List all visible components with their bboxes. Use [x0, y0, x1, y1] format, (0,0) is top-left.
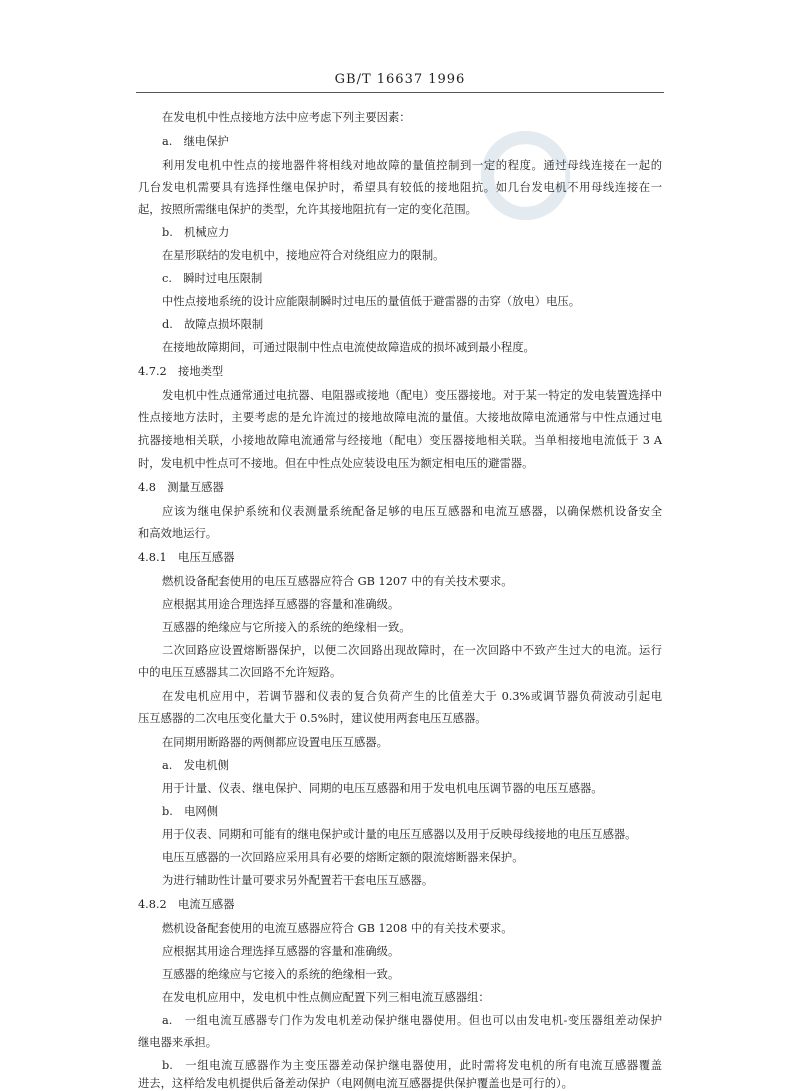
- text-line: 用于仪表、同期和可能有的继电保护或计量的电压互感器以及用于反映母线接地的电压互感器。: [162, 828, 637, 841]
- text-line: 发电机中性点通常通过电抗器、电阻器或接地（配电）变压器接地。对于某一特定的发电装置选择中: [162, 389, 662, 402]
- text-line: 中的电压互感器其二次回路不允许短路。: [138, 666, 342, 679]
- text-line: 用于计量、仪表、继电保护、同期的电压互感器和用于发电机电压调节器的电压互感器。: [162, 782, 603, 795]
- item-heading: b. 电网侧: [162, 805, 219, 818]
- text-line: a. 一组电流互感器专门作为发电机差动保护继电器使用。但也可以由发电机-变压器组差动保护: [162, 1014, 662, 1027]
- section-heading: 4.7.2 接地类型: [138, 365, 224, 378]
- text-line: 燃机设备配套使用的电压互感器应符合 GB 1207 中的有关技术要求。: [162, 575, 513, 588]
- header-rule: [136, 92, 664, 93]
- text-line: 和高效地运行。: [138, 527, 218, 540]
- text-line: 压互感器的二次电压变化量大于 0.5%时，建议使用两套电压互感器。: [138, 712, 487, 725]
- item-heading: b. 机械应力: [162, 226, 230, 239]
- section-heading: 4.8 测量互感器: [138, 481, 224, 494]
- text-line: 应根据其用途合理选择互感器的容量和准确级。: [162, 598, 400, 611]
- text-line: 为进行辅助性计量可要求另外配置若干套电压互感器。: [162, 874, 434, 887]
- text-line: 抗器接地相关联，小接地故障电流通常与经接地（配电）变压器接地相关联。当单相接地电流低于 3 A: [138, 434, 662, 447]
- text-line: b. 一组电流互感器作为主变压器差动保护继电器使用，此时需将发电机的所有电流互感器覆盖: [162, 1059, 662, 1072]
- item-heading: c. 瞬时过电压限制: [162, 272, 263, 285]
- text-line: 在接地故障期间，可通过限制中性点电流使故障造成的损坏减到最小程度。: [162, 341, 535, 354]
- text-line: 互感器的绝缘应与它接入的系统的绝缘相一致。: [162, 968, 400, 981]
- text-line: 在星形联结的发电机中，接地应符合对绕组应力的限制。: [162, 249, 445, 262]
- item-heading: a. 继电保护: [162, 135, 229, 148]
- text-line: 电压互感器的一次回路应采用具有必要的熔断定额的限流熔断器来保护。: [162, 851, 524, 864]
- text-line: 性点接地方法时，主要考虑的是允许流过的接地故障电流的量值。大接地故障电流通常与中性点通过电: [138, 411, 662, 424]
- text-line: 利用发电机中性点的接地器件将相线对地故障的量值控制到一定的程度。通过母线连接在一起的: [162, 159, 662, 172]
- text-line: 应根据其用途合理选择互感器的容量和准确级。: [162, 945, 400, 958]
- item-heading: d. 故障点损坏限制: [162, 318, 264, 331]
- text-line: 在发电机中性点接地方法中应考虑下列主要因素：: [162, 111, 411, 124]
- text-line: 时，发电机中性点可不接地。但在中性点处应装设电压为额定相电压的避雷器。: [138, 457, 534, 470]
- watermark-mark: [478, 128, 573, 223]
- item-heading: a. 发电机侧: [162, 759, 229, 772]
- text-line: 中性点接地系统的设计应能限制瞬时过电压的量值低于避雷器的击穿（放电）电压。: [162, 295, 580, 308]
- text-line: 在发电机应用中，若调节器和仪表的复合负荷产生的比值差大于 0.3%或调节器负荷波动引起电: [162, 690, 662, 703]
- text-line: 在发电机应用中，发电机中性点侧应配置下列三相电流互感器组：: [162, 991, 490, 1004]
- text-line: 应该为继电保护系统和仪表测量系统配备足够的电压互感器和电流互感器，以确保燃机设备安全: [162, 505, 662, 518]
- text-line: 二次回路应设置熔断器保护，以便二次回路出现故障时，在一次回路中不致产生过大的电流。运行: [162, 644, 662, 657]
- text-line: 互感器的绝缘应与它所接入的系统的绝缘相一致。: [162, 621, 411, 634]
- text-line: 燃机设备配套使用的电流互感器应符合 GB 1208 中的有关技术要求。: [162, 922, 513, 935]
- section-heading: 4.8.1 电压互感器: [138, 551, 235, 564]
- text-line: 在同期用断路器的两侧都应设置电压互感器。: [162, 736, 388, 749]
- text-line: 进去，这样给发电机提供后备差动保护（电网侧电流互感器提供保护覆盖也是可行的）。: [138, 1077, 573, 1090]
- section-heading: 4.8.2 电流互感器: [138, 898, 235, 911]
- page-header: GB/T 16637 1996: [334, 72, 466, 87]
- text-line: 几台发电机需要具有选择性继电保护时，希望具有较低的接地阻抗。如几台发电机不用母线连接在一: [138, 181, 662, 194]
- text-line: 继电器来承担。: [138, 1036, 218, 1049]
- text-line: 起，按照所需继电保护的类型，允许其接地阻抗有一定的变化范围。: [138, 203, 477, 216]
